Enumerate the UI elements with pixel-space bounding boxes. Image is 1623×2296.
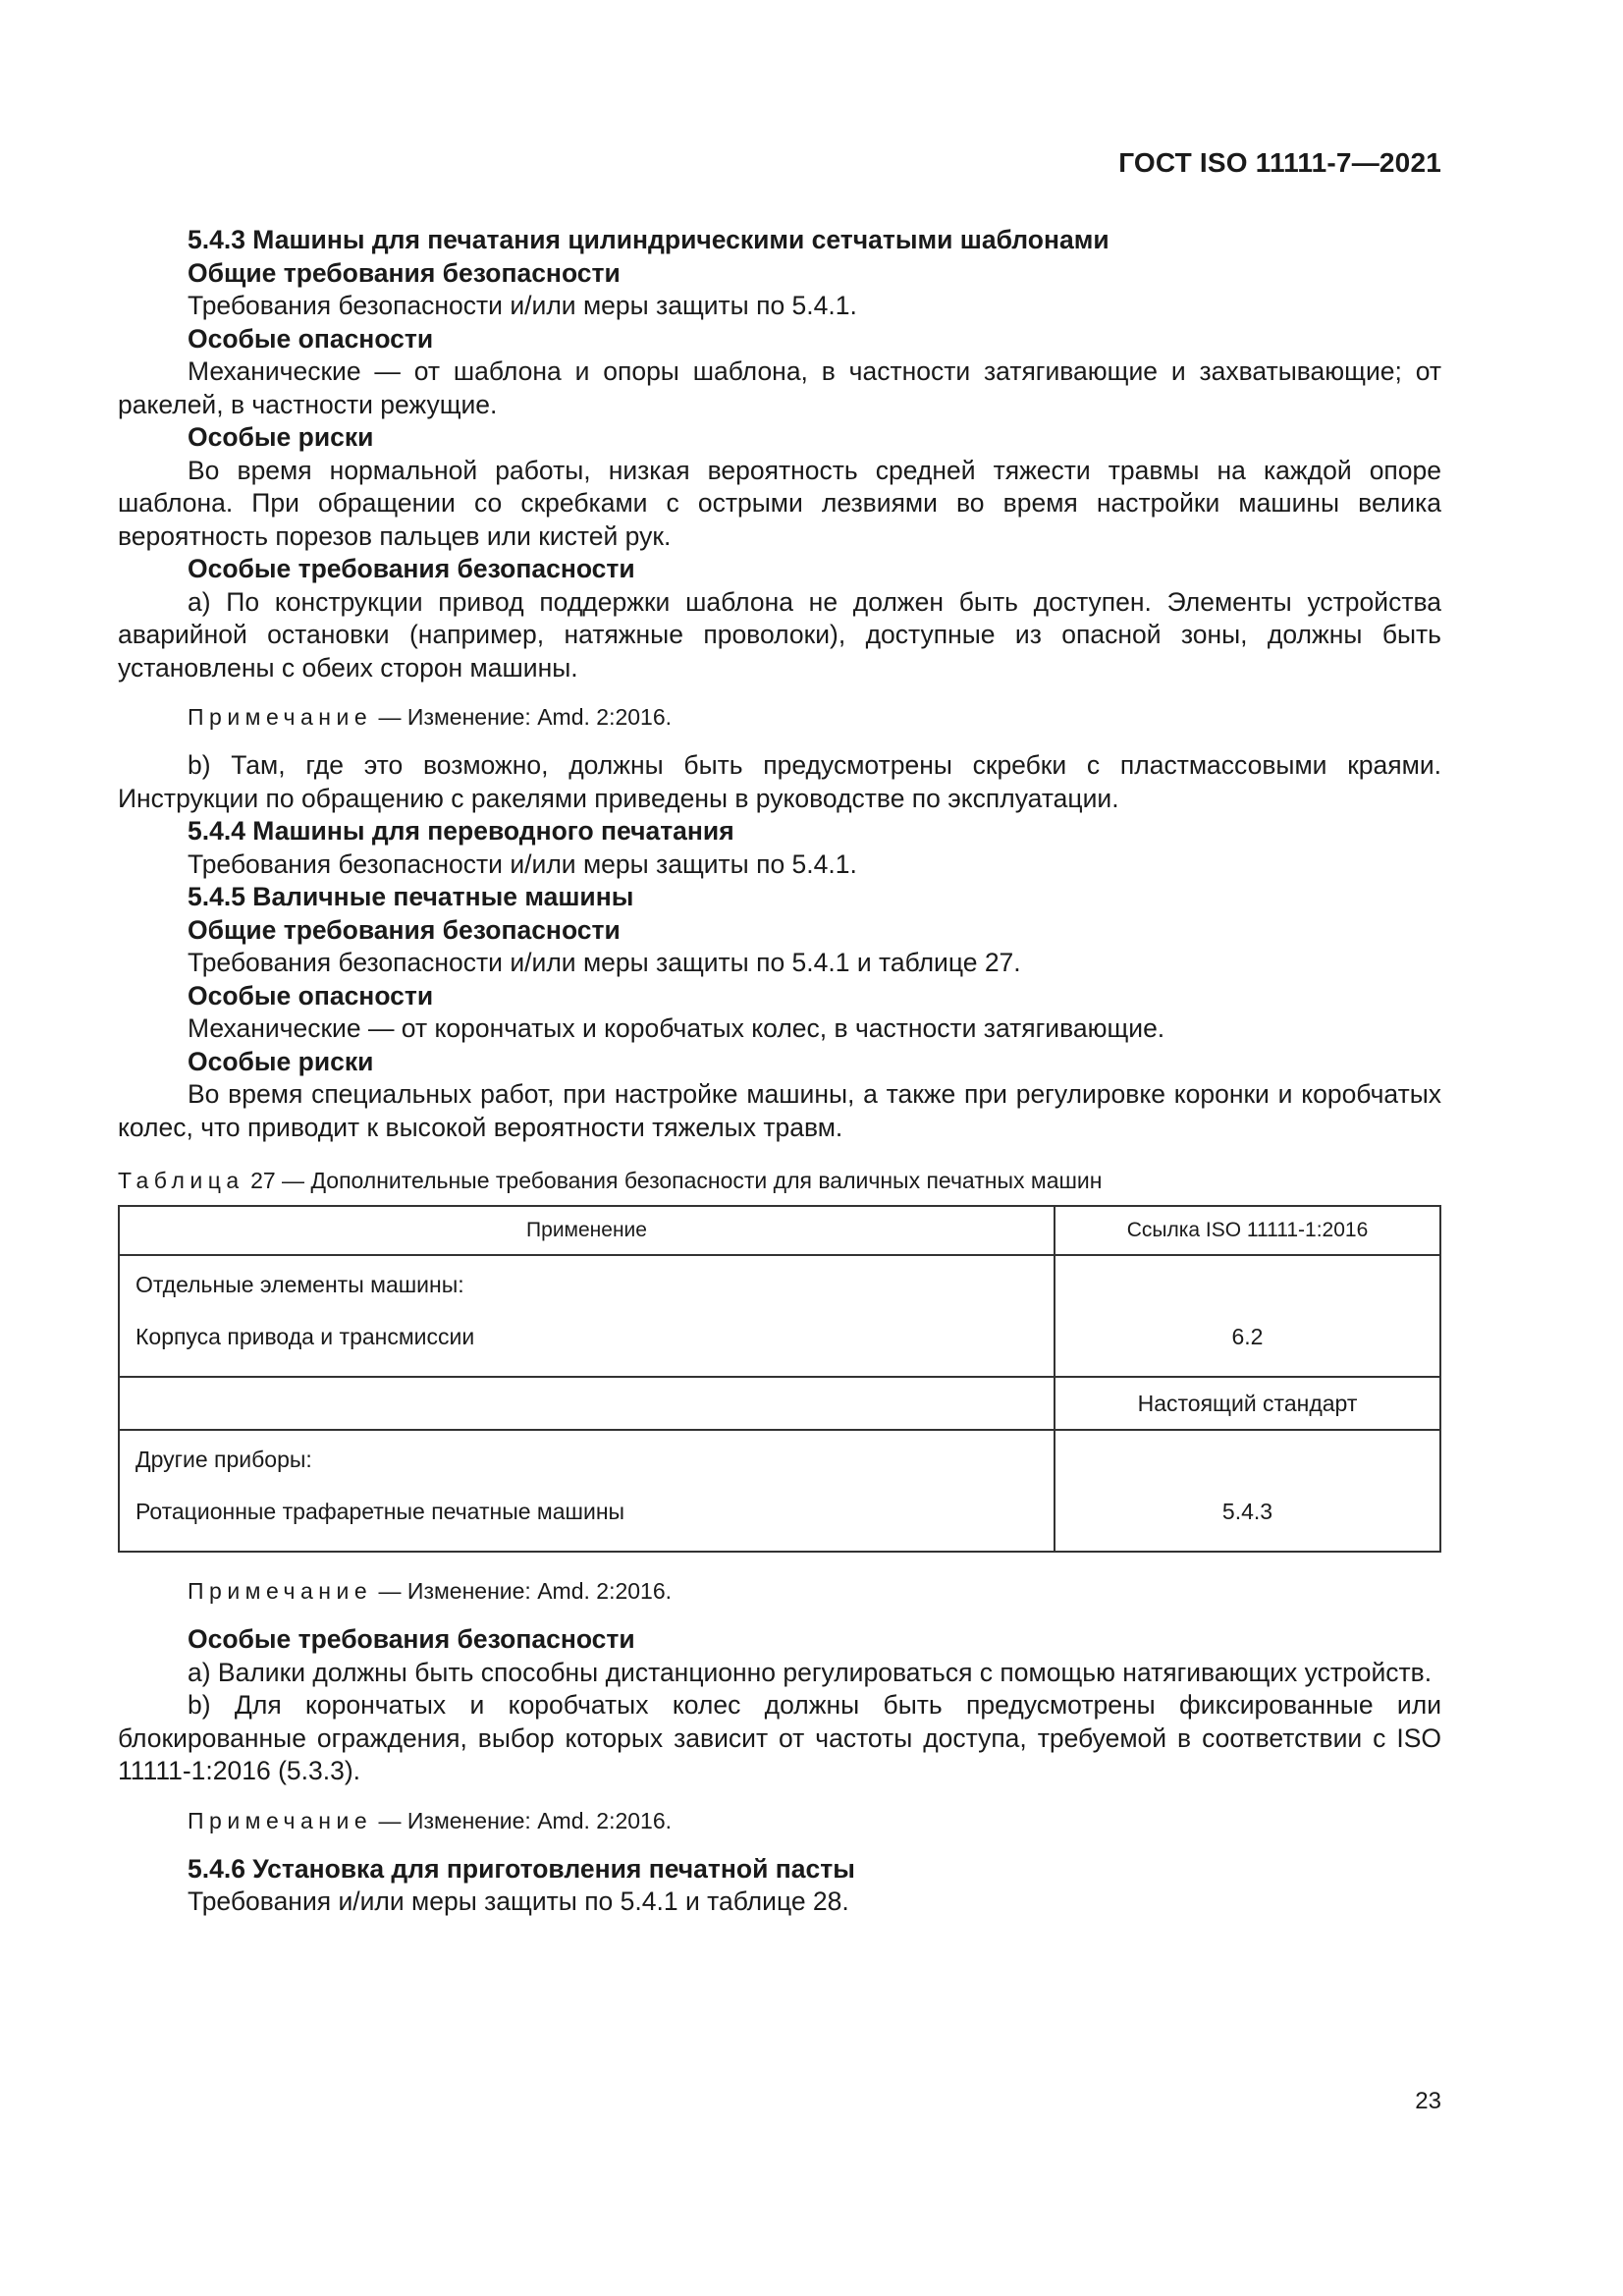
document-body xyxy=(118,224,1441,1919)
risks-text: Во время нормальной работы, низкая вероятность средней тяжести травмы на каждой опоре шаблона. При обращении со скребками с острыми лезвиями во время настройки машины велика вероятность порезов пальцев или кистей рук. xyxy=(118,455,1441,551)
table-cell: Настоящий стандарт xyxy=(1055,1377,1440,1430)
note xyxy=(118,702,1441,732)
general-requirements-text: Требования безопасности и/или меры защиты по 5.4.1 и таблице 27. xyxy=(188,948,1021,977)
cell-text: Корпуса привода и трансмиссии xyxy=(135,1324,475,1349)
page-number: 23 xyxy=(1415,2088,1441,2114)
table-27 xyxy=(118,1205,1441,1553)
note-text: — Изменение: Amd. 2:2016. xyxy=(372,1807,673,1833)
table-row xyxy=(119,1255,1440,1377)
hazards-heading: Особые опасности xyxy=(188,323,434,354)
note-label: Примечание xyxy=(188,1807,373,1833)
section-5-4-4-title: 5.4.4 Машины для переводного печатания xyxy=(188,816,734,846)
cell-text: 5.4.3 xyxy=(1221,1499,1273,1524)
table-cell xyxy=(1055,1255,1440,1377)
table-caption xyxy=(118,1166,1441,1195)
section-5-4-3-title: 5.4.3 Машины для печатания цилиндрическими сетчатыми шаблонами xyxy=(188,225,1109,254)
note-text: — Изменение: Amd. 2:2016. xyxy=(372,1578,673,1604)
document-header: ГОСТ ISO 11111-7—2021 xyxy=(1118,147,1441,178)
general-requirements-heading: Общие требования безопасности xyxy=(188,914,621,945)
note-label: Примечание xyxy=(188,1578,373,1604)
column-header-application: Применение xyxy=(119,1206,1055,1255)
requirement-item-a: a) По конструкции привод поддержки шаблона не должен быть доступен. Элементы устройства аварийной остановки (например, натяжные проволоки), доступные из опасной зоны, должны быть установлены с обеих сторон машины. xyxy=(118,586,1441,683)
note-text: — Изменение: Amd. 2:2016. xyxy=(372,704,673,730)
hazards-heading: Особые опасности xyxy=(188,980,434,1011)
table-row xyxy=(119,1430,1440,1552)
note-label: Примечание xyxy=(188,704,373,730)
hazards-text: Механические — от шаблона и опоры шаблона, в частности затягивающие и захватывающие; от ракелей, в частности режущие. xyxy=(118,356,1441,419)
general-requirements-text: Требования безопасности и/или меры защиты по 5.4.1. xyxy=(188,291,857,320)
section-5-4-6-text: Требования и/или меры защиты по 5.4.1 и таблице 28. xyxy=(188,1886,849,1916)
special-requirements-heading: Особые требования безопасности xyxy=(188,554,635,583)
table-caption-label: Таблица xyxy=(118,1168,244,1193)
table-header-row xyxy=(119,1206,1440,1255)
section-5-4-6-title: 5.4.6 Установка для приготовления печатной пасты xyxy=(188,1853,855,1884)
requirement-item-b: b) Там, где это возможно, должны быть предусмотрены скребки с пластмассовыми краями. Инструкции по обращению с ракелями приведены в руководстве по эксплуатации. xyxy=(118,750,1441,813)
cell-text: Другие приборы: xyxy=(135,1447,312,1472)
special-requirements-heading: Особые требования безопасности xyxy=(188,1624,635,1654)
risks-heading: Особые риски xyxy=(188,422,374,452)
table-caption-text: 27 — Дополнительные требования безопасности для валичных печатных машин xyxy=(243,1168,1103,1193)
requirement-item-b: b) Для корончатых и коробчатых колес должны быть предусмотрены фиксированные или блокированные ограждения, выбор которых зависит от частоты доступа, требуемой в соответствии с ISO 11111-1:2016 (5.3.3). xyxy=(118,1690,1441,1785)
risks-heading: Особые риски xyxy=(188,1046,374,1076)
section-5-4-5-title: 5.4.5 Валичные печатные машины xyxy=(188,882,634,911)
section-5-4-4-text: Требования безопасности и/или меры защиты по 5.4.1. xyxy=(188,848,857,879)
column-header-reference: Ссылка ISO 11111-1:2016 xyxy=(1055,1206,1440,1255)
table-row xyxy=(119,1377,1440,1430)
table-cell xyxy=(119,1430,1055,1552)
cell-text: Отдельные элементы машины: xyxy=(135,1272,464,1297)
hazards-text: Механические — от корончатых и коробчатых колес, в частности затягивающие. xyxy=(188,1013,1165,1043)
note xyxy=(118,1576,1441,1606)
cell-text: Ротационные трафаретные печатные машины xyxy=(135,1499,625,1524)
table-cell xyxy=(119,1255,1055,1377)
cell-text: 6.2 xyxy=(1231,1324,1264,1349)
table-cell xyxy=(1055,1430,1440,1552)
table-cell xyxy=(119,1377,1055,1430)
requirement-item-a: a) Валики должны быть способны дистанционно регулироваться с помощью натягивающих устройств. xyxy=(188,1657,1433,1687)
note xyxy=(118,1806,1441,1835)
risks-text: Во время специальных работ, при настройке машины, а также при регулировке коронки и коробчатых колес, что приводит к высокой вероятности тяжелых травм. xyxy=(118,1079,1441,1142)
general-requirements-heading: Общие требования безопасности xyxy=(188,257,621,288)
